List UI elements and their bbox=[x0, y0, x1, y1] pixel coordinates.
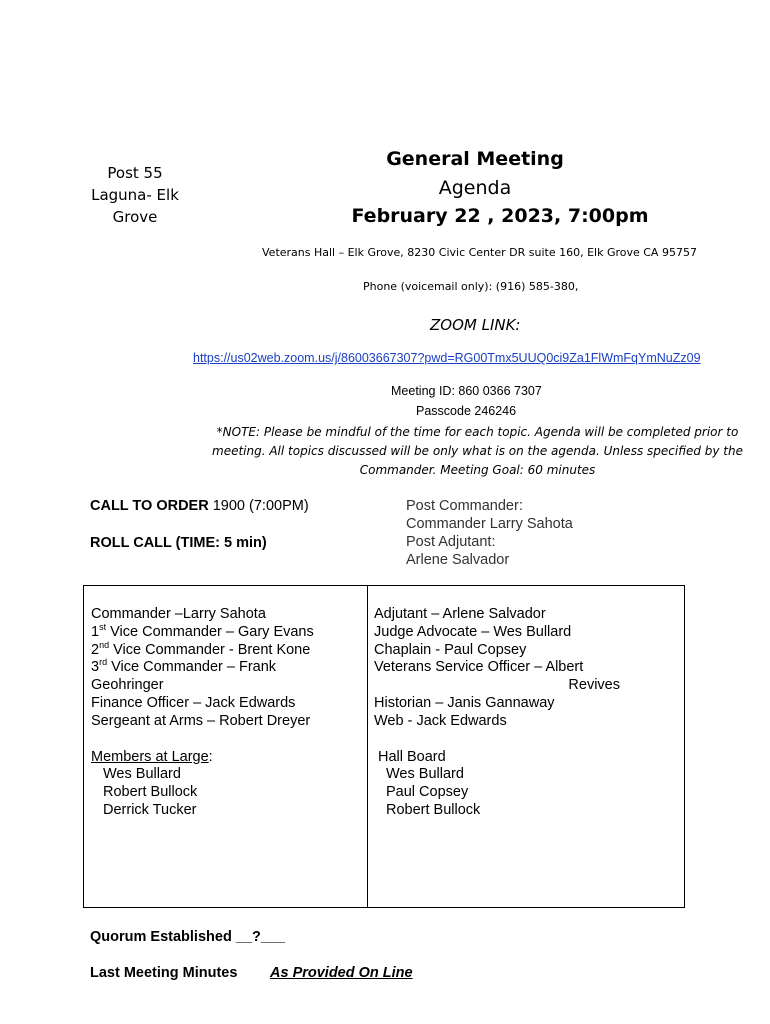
officer-chaplain: Chaplain - Paul Copsey bbox=[374, 641, 527, 658]
officer-judge-advocate: Judge Advocate – Wes Bullard bbox=[374, 623, 572, 640]
officer-sergeant: Sergeant at Arms – Robert Dreyer bbox=[91, 712, 311, 729]
member-item: Derrick Tucker bbox=[103, 801, 197, 818]
post-adjutant-name: Arlene Salvador bbox=[406, 552, 510, 568]
officer-1st-vice: 1st Vice Commander – Gary Evans bbox=[91, 621, 314, 640]
member-item: Robert Bullock bbox=[103, 784, 198, 801]
post-commander-name: Commander Larry Sahota bbox=[406, 516, 573, 532]
officer-vso-cont: Revives bbox=[568, 677, 620, 694]
last-meeting-minutes-value: As Provided On Line bbox=[270, 965, 413, 981]
officer-2nd-vice: 2nd Vice Commander - Brent Kone bbox=[91, 639, 311, 658]
hall-board-item: Wes Bullard bbox=[386, 766, 464, 783]
last-meeting-minutes-label: Last Meeting Minutes bbox=[90, 965, 238, 981]
address: Veterans Hall – Elk Grove, 8230 Civic Center DR suite 160, Elk Grove CA 95757 bbox=[262, 246, 697, 259]
agenda-note: *NOTE: Please be mindful of the time for each topic. Agenda will be completed prior to meeting. All topics discussed will be only what is on the agenda. Unless specified by the Commander. Meeting Goal: 60 minutes bbox=[212, 425, 743, 477]
call-to-order bbox=[90, 497, 309, 515]
officers-right-column bbox=[374, 606, 620, 820]
quorum: Quorum Established __?___ bbox=[90, 929, 286, 945]
members-at-large-heading: Members at Large: bbox=[91, 748, 213, 765]
table-divider bbox=[367, 586, 368, 907]
member-item: Wes Bullard bbox=[103, 766, 181, 783]
phone: Phone (voicemail only): (916) 585-380, bbox=[363, 280, 579, 293]
hall-board-item: Paul Copsey bbox=[386, 784, 469, 801]
officer-3rd-vice-cont: Geohringer bbox=[91, 677, 164, 694]
officer-finance: Finance Officer – Jack Edwards bbox=[91, 694, 296, 711]
post-adjutant-label: Post Adjutant: bbox=[406, 534, 496, 550]
call-to-order-time: 1900 (7:00PM) bbox=[208, 498, 309, 514]
officer-3rd-vice: 3rd Vice Commander – Frank bbox=[91, 657, 277, 676]
roll-call: ROLL CALL (TIME: 5 min) bbox=[90, 535, 267, 551]
meeting-id: Meeting ID: 860 0366 7307 bbox=[391, 384, 542, 398]
zoom-link[interactable]: https://us02web.zoom.us/j/86003667307?pwd=RG00Tmx5UUQ0ci9Za1FlWmFqYmNuZz09 bbox=[193, 351, 701, 365]
post-location-line2: Grove bbox=[112, 208, 158, 226]
officers-table bbox=[83, 585, 685, 908]
post-number: Post 55 bbox=[107, 164, 163, 182]
officers-left-column bbox=[91, 606, 314, 820]
call-to-order-label: CALL TO ORDER bbox=[90, 498, 209, 514]
officer-historian: Historian – Janis Gannaway bbox=[374, 694, 555, 711]
officer-web: Web - Jack Edwards bbox=[374, 712, 507, 729]
post-commander-label: Post Commander: bbox=[406, 498, 523, 514]
hall-board-item: Robert Bullock bbox=[386, 801, 481, 818]
hall-board-heading: Hall Board bbox=[378, 748, 446, 765]
page-title: General Meeting bbox=[386, 148, 564, 170]
meeting-date: February 22 , 2023, 7:00pm bbox=[351, 205, 649, 227]
officer-commander: Commander –Larry Sahota bbox=[91, 606, 266, 622]
officer-vso: Veterans Service Officer – Albert bbox=[374, 659, 584, 676]
zoom-label: ZOOM LINK: bbox=[430, 316, 521, 334]
post-location-line1: Laguna- Elk bbox=[91, 186, 179, 204]
passcode: Passcode 246246 bbox=[416, 404, 517, 418]
officer-adjutant: Adjutant – Arlene Salvador bbox=[374, 606, 546, 622]
page-subtitle: Agenda bbox=[438, 177, 512, 199]
